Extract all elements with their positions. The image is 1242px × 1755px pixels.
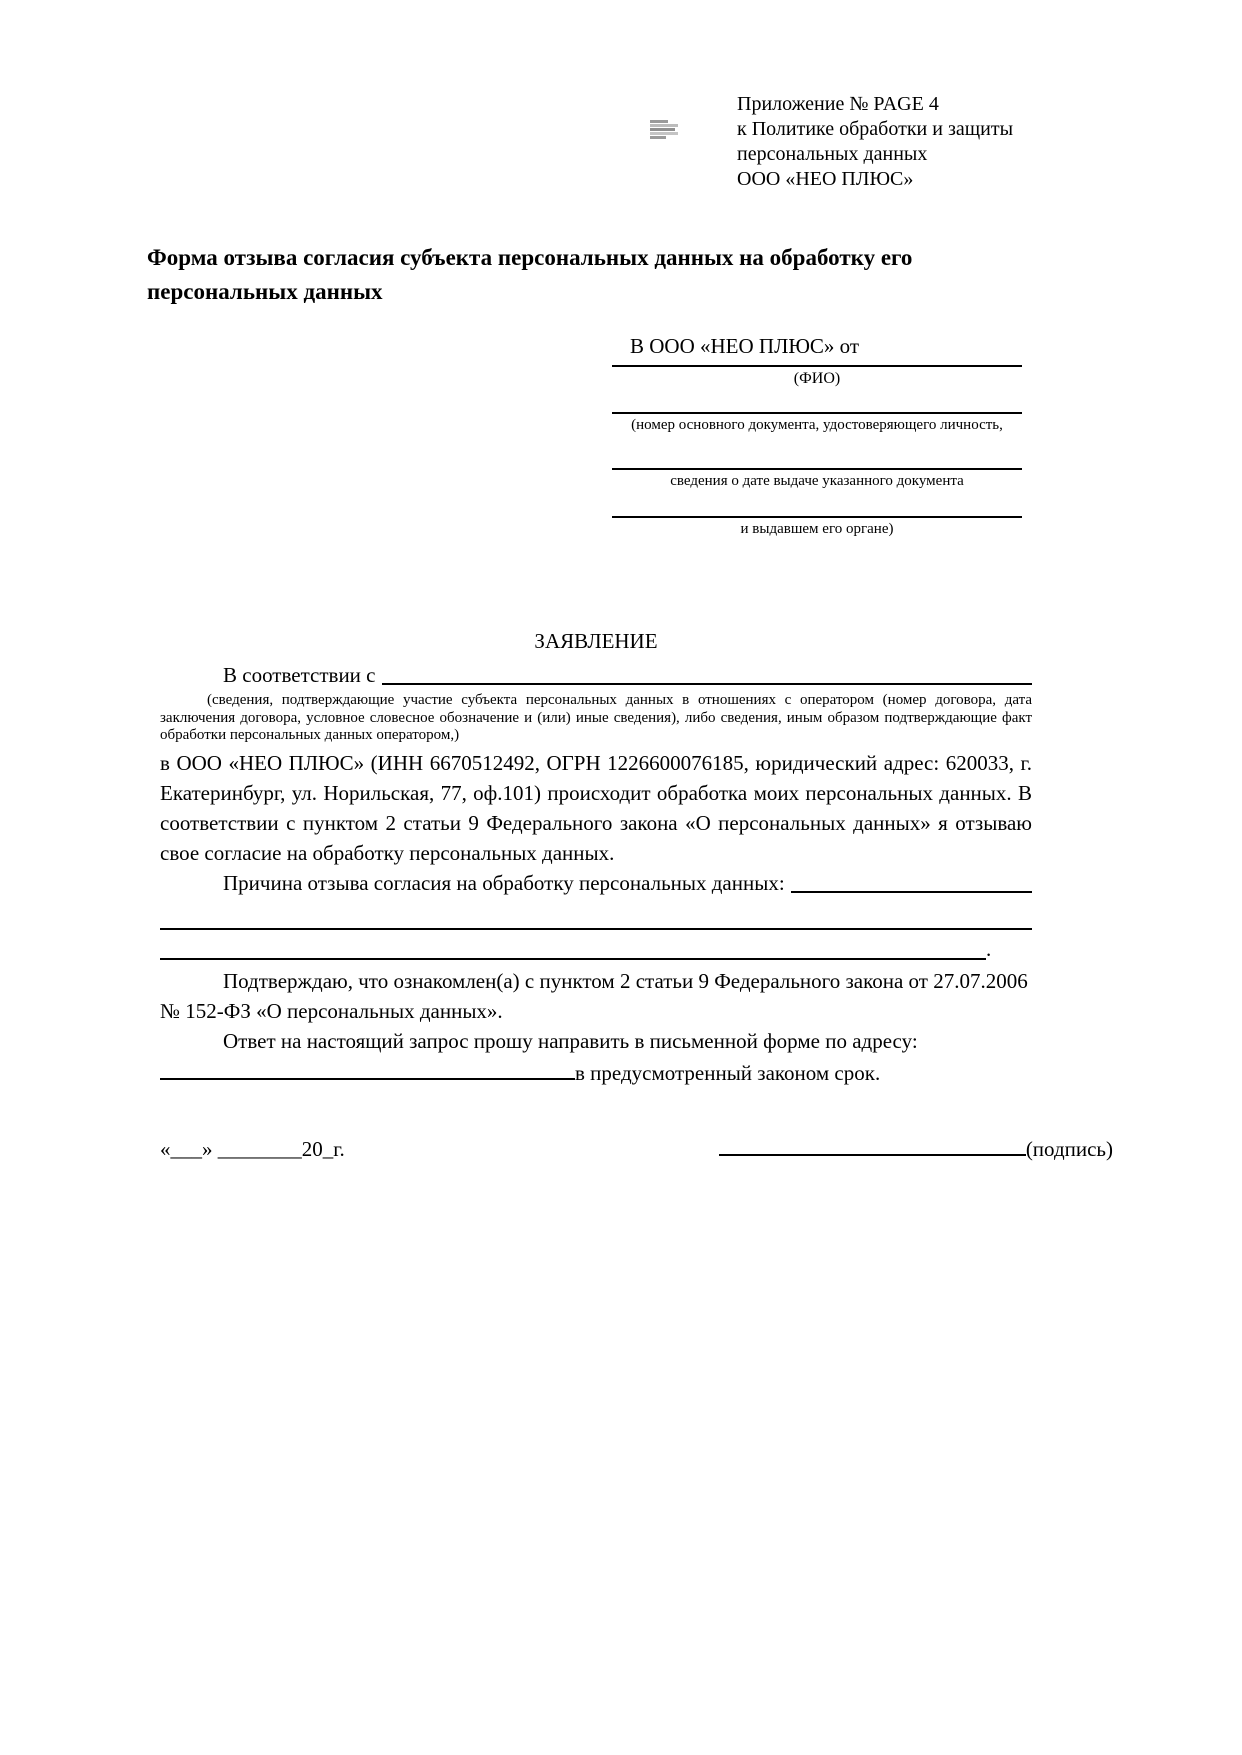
blank-rule <box>160 898 1032 930</box>
reason-line <box>160 868 1032 898</box>
field-issue-date <box>612 468 1022 490</box>
artifact-stripe <box>650 136 666 139</box>
confirmation-paragraph: Подтверждаю, что ознакомлен(а) с пунктом 2 статьи 9 Федерального закона от 27.07.2006 № 152-ФЗ «О персональных данных». <box>160 968 1028 1023</box>
intro-footnote: (сведения, подтверждающие участие субъекта персональных данных в отношениях с оператором (номер договора, дата заключения договора, условное словесное обозначение и (или) иные сведения), либо сведения, иным образом подтверждающие факт обработки персональных данных оператором,) <box>160 692 1032 743</box>
document-title: Форма отзыва согласия субъекта персональных данных на обработку его персональных данных <box>147 245 913 304</box>
appendix-header-line: к Политике обработки и защиты <box>737 118 1014 140</box>
blank-rule <box>160 1056 575 1080</box>
addressee-block <box>612 333 1022 538</box>
addressee-to-line: В ООО «НЕО ПЛЮС» от <box>630 334 860 358</box>
blank-rule <box>160 930 986 960</box>
field-issuing-authority <box>612 516 1022 538</box>
intro-prefix: В соответствии с <box>223 663 376 687</box>
artifact-stripe <box>650 132 678 135</box>
date-signature-row <box>160 1132 1113 1164</box>
artifact-stripe <box>650 120 668 123</box>
field-caption: сведения о дате выдаче указанного документа <box>670 473 964 489</box>
statement-body-paragraph: в ООО «НЕО ПЛЮС» (ИНН 6670512492, ОГРН 1226600076185, юридический адрес: 620033, г. Екатеринбург, ул. Норильская, 77, оф.101) происходит обработка моих персональных данных. В соответствии с пунктом 2 статьи 9 Федерального закона «О персональных данных» я отзываю свое согласие на обработку персональных данных. <box>160 750 1032 865</box>
field-caption: (номер основного документа, удостоверяющего личность, <box>631 417 1003 433</box>
reply-request-line: Ответ на настоящий запрос прошу направить в письменной форме по адресу: <box>223 1028 918 1053</box>
appendix-header <box>737 92 1067 192</box>
artifact-stripe <box>650 124 678 127</box>
line-terminator: . <box>986 936 992 961</box>
artifact-stripe <box>650 128 675 131</box>
blank-rule-row <box>160 930 1032 960</box>
field-caption: и выдавшем его органе) <box>740 521 894 537</box>
statement-heading: ЗАЯВЛЕНИЕ <box>534 629 658 653</box>
signature-rule <box>719 1132 1026 1156</box>
appendix-header-line: Приложение № PAGE 4 <box>737 93 939 115</box>
reason-label: Причина отзыва согласия на обработку персональных данных: <box>223 870 785 895</box>
reply-suffix: в предусмотренный законом срок. <box>575 1060 881 1085</box>
field-caption: (ФИО) <box>793 370 841 387</box>
signature-caption: (подпись) <box>1025 1137 1113 1161</box>
intro-line <box>160 660 1032 690</box>
embedded-object-icon <box>650 120 678 142</box>
field-fio <box>612 365 1022 389</box>
appendix-header-line: персональных данных <box>737 143 928 165</box>
date-placeholder: «___» ________20_г. <box>160 1137 345 1161</box>
reply-address-line <box>160 1056 1032 1088</box>
signature-group <box>719 1132 1113 1164</box>
field-document-number <box>612 412 1022 434</box>
blank-rule <box>382 660 1033 685</box>
blank-rule <box>791 868 1032 893</box>
statement-section <box>160 626 1032 1088</box>
appendix-header-line: ООО «НЕО ПЛЮС» <box>737 168 914 190</box>
